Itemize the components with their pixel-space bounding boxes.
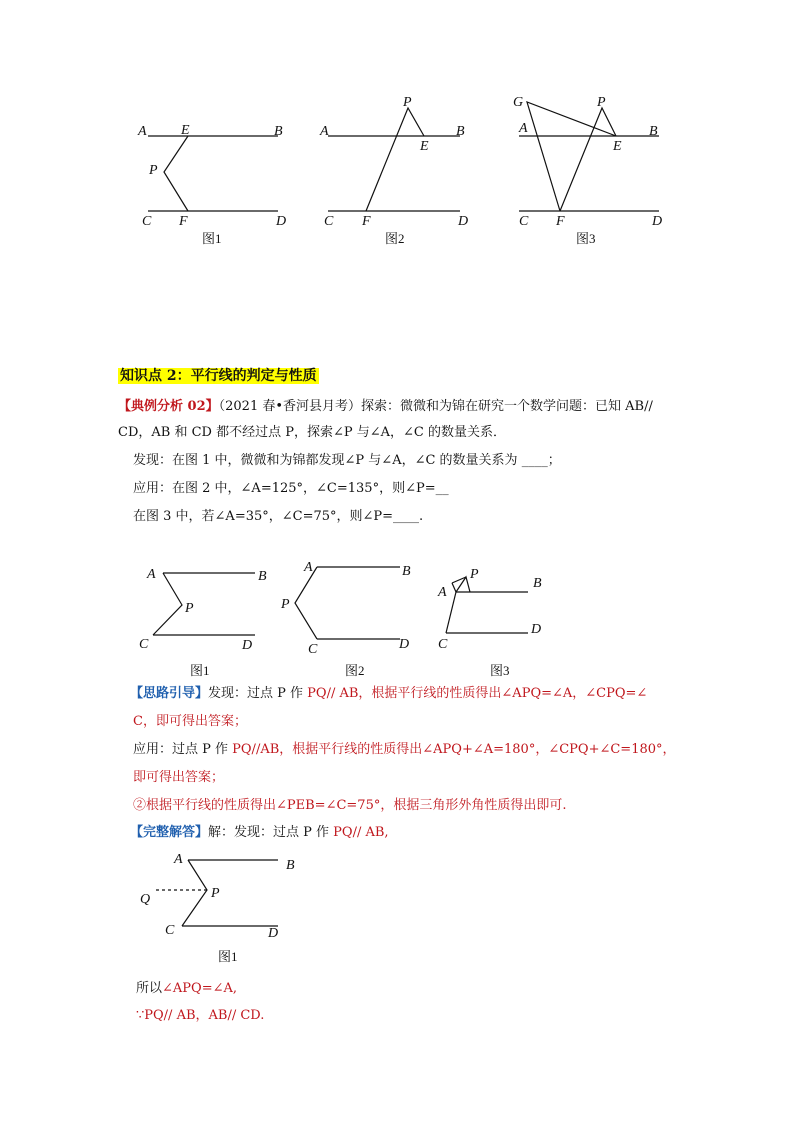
guide-line-3 [133, 740, 676, 760]
label-D: D [242, 638, 253, 653]
answer-line-3: ∵PQ// AB，AB// CD. [136, 1008, 265, 1023]
label-A: A [138, 124, 147, 139]
label-A: A [174, 852, 183, 867]
answer-tag: 【完整解答】 [130, 825, 209, 840]
section-heading-text: 知识点 2：平行线的判定与性质 [120, 368, 317, 384]
label-B: B [456, 124, 465, 139]
top-figure-3 [505, 90, 680, 250]
figure-caption: 图1 [218, 949, 238, 964]
example-intro-line-2: CD，AB 和 CD 都不经过点 P，探索∠P 与∠A，∠C 的数量关系． [118, 425, 506, 440]
section-heading [118, 366, 319, 387]
label-D: D [531, 622, 542, 637]
label-P: P [597, 95, 606, 110]
answer-text-black: 所以 [136, 981, 163, 996]
label-E: E [613, 139, 622, 154]
mid-figure-2 [275, 555, 425, 685]
answer-figure [130, 845, 300, 970]
figure-caption: 图2 [385, 231, 405, 246]
label-P: P [185, 601, 194, 616]
label-C: C [308, 642, 318, 657]
guide-line-2: C，即可得出答案； [133, 714, 247, 729]
guide-line-4: 即可得出答案； [133, 770, 225, 785]
example-question-1: 发现：在图 1 中，微微和为锦都发现∠P 与∠A，∠C 的数量关系为 ____； [133, 453, 561, 468]
label-P: P [149, 163, 158, 178]
label-D: D [399, 637, 410, 652]
label-B: B [402, 564, 411, 579]
guide-text-black: 应用：过点 P 作 [133, 742, 233, 757]
label-D: D [458, 214, 469, 229]
label-P: P [281, 597, 290, 612]
figure-caption: 图1 [202, 231, 222, 246]
label-B: B [258, 569, 267, 584]
label-P: P [403, 95, 412, 110]
label-C: C [438, 637, 448, 652]
example-intro-line-1 [118, 397, 653, 417]
label-A: A [519, 121, 528, 136]
answer-line-1 [130, 823, 389, 843]
guide-line-5: ②根据平行线的性质得出∠PEB=∠C=75°，根据三角形外角性质得出即可. [133, 798, 567, 813]
mid-figure-1 [130, 560, 280, 685]
example-question-3: 在图 3 中，若∠A=35°，∠C=75°，则∠P=____. [133, 509, 424, 524]
label-D: D [268, 926, 279, 941]
example-tag: 【典例分析 02】 [118, 399, 219, 414]
label-D: D [652, 214, 663, 229]
label-G: G [513, 95, 524, 110]
label-F: F [179, 214, 188, 229]
figure-caption: 图3 [576, 231, 596, 246]
guide-line-1 [130, 684, 647, 704]
guide-tag: 【思路引导】 [130, 686, 209, 701]
label-B: B [533, 576, 542, 591]
answer-text-red: ∠APQ=∠A, [162, 981, 238, 996]
label-E: E [181, 123, 190, 138]
label-A: A [147, 567, 156, 582]
label-P: P [211, 886, 220, 901]
guide-text-black: 发现：过点 P 作 [208, 686, 308, 701]
label-F: F [556, 214, 565, 229]
example-question-2: 应用：在图 2 中，∠A=125°，∠C=135°，则∠P=__ [133, 481, 449, 496]
label-F: F [362, 214, 371, 229]
label-B: B [286, 858, 295, 873]
label-C: C [142, 214, 152, 229]
figure-caption: 图2 [345, 663, 365, 678]
mid-figure-3 [430, 560, 560, 685]
guide-text-red: PQ//AB，根据平行线的性质得出∠APQ+∠A=180°，∠CPQ+∠C=180°， [232, 742, 676, 757]
label-B: B [274, 124, 283, 139]
label-C: C [139, 637, 149, 652]
figure-caption: 图3 [490, 663, 510, 678]
label-B: B [649, 124, 658, 139]
top-figure-2 [310, 90, 480, 250]
label-A: A [438, 585, 447, 600]
answer-text-black: 解：发现：过点 P 作 [208, 825, 334, 840]
answer-line-2 [136, 979, 237, 999]
label-D: D [276, 214, 287, 229]
label-P: P [470, 567, 479, 582]
label-Q: Q [140, 892, 151, 907]
top-figure-1 [130, 90, 300, 250]
label-A: A [304, 560, 313, 575]
label-C: C [324, 214, 334, 229]
guide-text-red: PQ// AB，根据平行线的性质得出∠APQ=∠A，∠CPQ=∠ [307, 686, 648, 701]
answer-text-red: PQ// AB, [333, 825, 389, 840]
label-A: A [320, 124, 329, 139]
figure-caption: 图1 [190, 663, 210, 678]
label-C: C [519, 214, 529, 229]
label-E: E [420, 139, 429, 154]
label-C: C [165, 923, 175, 938]
example-intro-text: （2021 春•香河县月考）探索：微微和为锦在研究一个数学问题：已知 AB// [218, 399, 653, 414]
